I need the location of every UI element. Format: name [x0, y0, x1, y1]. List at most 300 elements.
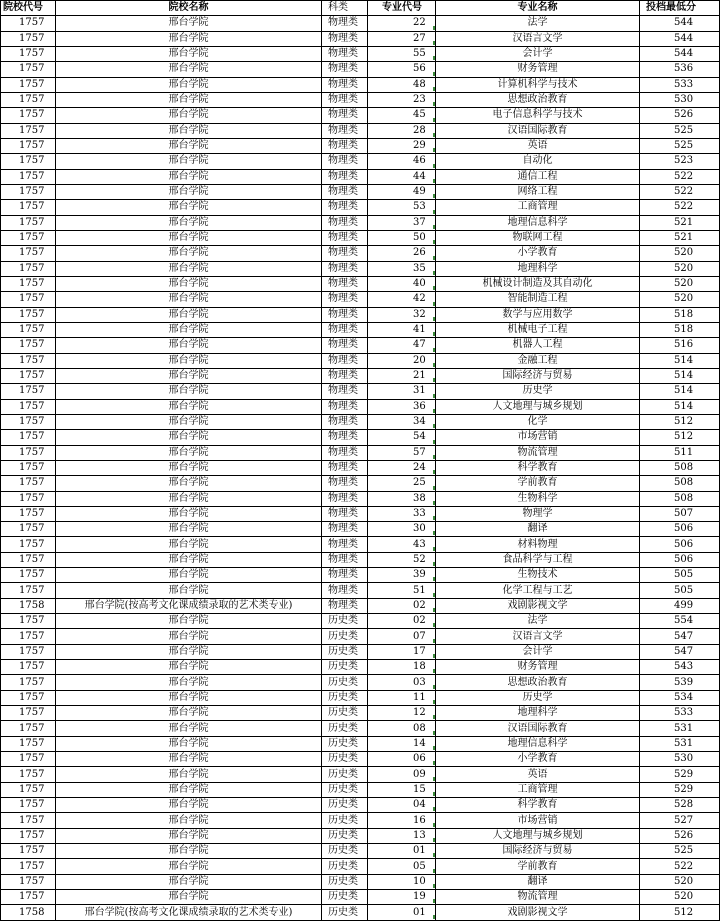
cell-category: 物理类 — [322, 307, 368, 322]
cell-school: 邢台学院 — [56, 460, 322, 475]
table-row — [1, 184, 720, 199]
cell-major-code: 29 — [368, 138, 436, 153]
cell-major-code: 11 — [368, 690, 436, 705]
cell-category: 物理类 — [322, 169, 368, 184]
cell-major-code: 57 — [368, 445, 436, 460]
cell-min-score: 507 — [640, 506, 720, 521]
cell-category: 物理类 — [322, 568, 368, 583]
cell-min-score: 520 — [640, 874, 720, 889]
cell-school: 邢台学院 — [56, 399, 322, 414]
table-row — [1, 31, 720, 46]
table-row — [1, 629, 720, 644]
cell-min-score: 508 — [640, 491, 720, 506]
cell-min-score: 512 — [640, 905, 720, 920]
cell-school: 邢台学院 — [56, 736, 322, 751]
table-row — [1, 384, 720, 399]
cell-code: 1757 — [1, 246, 56, 261]
cell-code: 1757 — [1, 261, 56, 276]
table-row — [1, 568, 720, 583]
cell-major-name: 机器人工程 — [436, 338, 640, 353]
cell-school: 邢台学院 — [56, 491, 322, 506]
cell-code: 1757 — [1, 660, 56, 675]
table-row — [1, 476, 720, 491]
cell-major-code: 14 — [368, 736, 436, 751]
cell-min-score: 526 — [640, 828, 720, 843]
cell-code: 1757 — [1, 138, 56, 153]
cell-category: 历史类 — [322, 629, 368, 644]
cell-code: 1757 — [1, 215, 56, 230]
cell-min-score: 539 — [640, 675, 720, 690]
cell-school: 邢台学院 — [56, 614, 322, 629]
cell-min-score: 512 — [640, 430, 720, 445]
cell-major-code: 04 — [368, 798, 436, 813]
cell-min-score: 544 — [640, 16, 720, 31]
cell-min-score: 543 — [640, 660, 720, 675]
cell-major-code: 35 — [368, 261, 436, 276]
cell-major-name: 翻译 — [436, 522, 640, 537]
cell-school: 邢台学院 — [56, 31, 322, 46]
cell-major-code: 39 — [368, 568, 436, 583]
header-min-score: 投档最低分 — [640, 1, 720, 16]
cell-code: 1757 — [1, 46, 56, 61]
cell-major-code: 38 — [368, 491, 436, 506]
cell-school: 邢台学院 — [56, 644, 322, 659]
cell-major-code: 36 — [368, 399, 436, 414]
cell-major-name: 戏剧影视文学 — [436, 598, 640, 613]
cell-major-name: 物流管理 — [436, 445, 640, 460]
cell-min-score: 512 — [640, 414, 720, 429]
cell-code: 1757 — [1, 414, 56, 429]
cell-major-name: 市场营销 — [436, 813, 640, 828]
cell-school: 邢台学院 — [56, 859, 322, 874]
table-row — [1, 874, 720, 889]
cell-major-name: 地理科学 — [436, 261, 640, 276]
cell-major-code: 01 — [368, 844, 436, 859]
cell-category: 物理类 — [322, 246, 368, 261]
cell-school: 邢台学院 — [56, 16, 322, 31]
cell-school: 邢台学院 — [56, 798, 322, 813]
cell-category: 物理类 — [322, 522, 368, 537]
cell-major-name: 国际经济与贸易 — [436, 368, 640, 383]
cell-major-code: 25 — [368, 476, 436, 491]
cell-min-score: 514 — [640, 353, 720, 368]
cell-category: 历史类 — [322, 752, 368, 767]
table-row — [1, 828, 720, 843]
table-row — [1, 767, 720, 782]
cell-major-code: 30 — [368, 522, 436, 537]
cell-major-code: 32 — [368, 307, 436, 322]
cell-major-name: 汉语国际教育 — [436, 123, 640, 138]
cell-category: 物理类 — [322, 261, 368, 276]
cell-code: 1757 — [1, 552, 56, 567]
cell-school: 邢台学院 — [56, 62, 322, 77]
cell-category: 物理类 — [322, 46, 368, 61]
table-row — [1, 690, 720, 705]
table-row — [1, 138, 720, 153]
cell-major-name: 历史学 — [436, 690, 640, 705]
table-row — [1, 537, 720, 552]
cell-major-name: 数学与应用数学 — [436, 307, 640, 322]
cell-major-code: 09 — [368, 767, 436, 782]
cell-major-code: 26 — [368, 246, 436, 261]
cell-school: 邢台学院 — [56, 430, 322, 445]
cell-category: 物理类 — [322, 154, 368, 169]
cell-major-name: 法学 — [436, 614, 640, 629]
cell-category: 历史类 — [322, 706, 368, 721]
cell-school: 邢台学院 — [56, 813, 322, 828]
cell-code: 1757 — [1, 491, 56, 506]
cell-major-name: 戏剧影视文学 — [436, 905, 640, 920]
cell-min-score: 529 — [640, 782, 720, 797]
cell-category: 物理类 — [322, 123, 368, 138]
cell-code: 1757 — [1, 123, 56, 138]
cell-major-code: 51 — [368, 583, 436, 598]
cell-major-code: 24 — [368, 460, 436, 475]
cell-code: 1757 — [1, 230, 56, 245]
cell-code: 1757 — [1, 706, 56, 721]
cell-major-name: 人文地理与城乡规划 — [436, 399, 640, 414]
cell-major-name: 国际经济与贸易 — [436, 844, 640, 859]
cell-major-name: 法学 — [436, 16, 640, 31]
cell-category: 物理类 — [322, 414, 368, 429]
table-row — [1, 46, 720, 61]
cell-code: 1757 — [1, 322, 56, 337]
cell-min-score: 508 — [640, 476, 720, 491]
cell-code: 1757 — [1, 62, 56, 77]
table-row — [1, 246, 720, 261]
cell-major-name: 地理信息科学 — [436, 736, 640, 751]
cell-category: 物理类 — [322, 276, 368, 291]
cell-min-score: 520 — [640, 292, 720, 307]
table-row — [1, 798, 720, 813]
cell-category: 历史类 — [322, 859, 368, 874]
cell-major-name: 汉语言文学 — [436, 629, 640, 644]
header-code: 院校代号 — [1, 1, 56, 16]
cell-school: 邢台学院 — [56, 292, 322, 307]
cell-min-score: 518 — [640, 322, 720, 337]
table-row — [1, 108, 720, 123]
cell-school: 邢台学院 — [56, 721, 322, 736]
cell-category: 历史类 — [322, 767, 368, 782]
cell-school: 邢台学院 — [56, 46, 322, 61]
cell-category: 物理类 — [322, 184, 368, 199]
cell-category: 历史类 — [322, 905, 368, 920]
cell-category: 历史类 — [322, 675, 368, 690]
cell-major-code: 48 — [368, 77, 436, 92]
cell-code: 1757 — [1, 813, 56, 828]
cell-major-name: 食品科学与工程 — [436, 552, 640, 567]
cell-category: 历史类 — [322, 828, 368, 843]
cell-major-name: 智能制造工程 — [436, 292, 640, 307]
cell-code: 1757 — [1, 184, 56, 199]
cell-code: 1758 — [1, 598, 56, 613]
cell-school: 邢台学院 — [56, 307, 322, 322]
cell-school: 邢台学院 — [56, 123, 322, 138]
cell-major-name: 机械设计制造及其自动化 — [436, 276, 640, 291]
cell-min-score: 514 — [640, 384, 720, 399]
cell-min-score: 533 — [640, 77, 720, 92]
table-row — [1, 491, 720, 506]
cell-min-score: 520 — [640, 890, 720, 905]
cell-min-score: 516 — [640, 338, 720, 353]
cell-code: 1757 — [1, 430, 56, 445]
cell-code: 1757 — [1, 890, 56, 905]
table-row — [1, 614, 720, 629]
cell-category: 物理类 — [322, 491, 368, 506]
cell-category: 物理类 — [322, 445, 368, 460]
cell-category: 物理类 — [322, 476, 368, 491]
cell-category: 物理类 — [322, 230, 368, 245]
cell-code: 1757 — [1, 583, 56, 598]
cell-school: 邢台学院 — [56, 414, 322, 429]
cell-min-score: 529 — [640, 767, 720, 782]
table-row — [1, 77, 720, 92]
table-row — [1, 399, 720, 414]
cell-category: 物理类 — [322, 384, 368, 399]
cell-school: 邢台学院 — [56, 629, 322, 644]
cell-code: 1757 — [1, 690, 56, 705]
cell-school: 邢台学院(按高考文化课成绩录取的艺术类专业) — [56, 598, 322, 613]
cell-major-code: 07 — [368, 629, 436, 644]
cell-code: 1757 — [1, 721, 56, 736]
cell-major-code: 28 — [368, 123, 436, 138]
table-row — [1, 16, 720, 31]
cell-code: 1757 — [1, 828, 56, 843]
cell-min-score: 522 — [640, 184, 720, 199]
table-row — [1, 644, 720, 659]
cell-category: 物理类 — [322, 537, 368, 552]
cell-category: 物理类 — [322, 583, 368, 598]
cell-major-code: 52 — [368, 552, 436, 567]
cell-school: 邢台学院 — [56, 384, 322, 399]
cell-school: 邢台学院 — [56, 752, 322, 767]
cell-min-score: 506 — [640, 522, 720, 537]
cell-min-score: 508 — [640, 460, 720, 475]
header-major-code: 专业代号 — [368, 1, 436, 16]
cell-code: 1757 — [1, 108, 56, 123]
cell-min-score: 520 — [640, 246, 720, 261]
cell-category: 物理类 — [322, 16, 368, 31]
cell-min-score: 533 — [640, 706, 720, 721]
cell-category: 物理类 — [322, 215, 368, 230]
cell-code: 1757 — [1, 338, 56, 353]
cell-major-code: 23 — [368, 92, 436, 107]
table-row — [1, 660, 720, 675]
cell-school: 邢台学院(按高考文化课成绩录取的艺术类专业) — [56, 905, 322, 920]
cell-code: 1757 — [1, 506, 56, 521]
cell-code: 1757 — [1, 31, 56, 46]
cell-code: 1757 — [1, 200, 56, 215]
table-row — [1, 844, 720, 859]
cell-code: 1757 — [1, 522, 56, 537]
cell-school: 邢台学院 — [56, 246, 322, 261]
cell-major-name: 会计学 — [436, 46, 640, 61]
cell-category: 历史类 — [322, 644, 368, 659]
cell-school: 邢台学院 — [56, 552, 322, 567]
cell-min-score: 522 — [640, 859, 720, 874]
cell-major-code: 43 — [368, 537, 436, 552]
cell-major-name: 自动化 — [436, 154, 640, 169]
cell-category: 历史类 — [322, 614, 368, 629]
cell-major-code: 05 — [368, 859, 436, 874]
cell-min-score: 499 — [640, 598, 720, 613]
cell-school: 邢台学院 — [56, 108, 322, 123]
cell-major-code: 53 — [368, 200, 436, 215]
cell-min-score: 505 — [640, 568, 720, 583]
cell-major-code: 46 — [368, 154, 436, 169]
cell-major-name: 学前教育 — [436, 476, 640, 491]
table-row — [1, 782, 720, 797]
cell-min-score: 525 — [640, 123, 720, 138]
cell-min-score: 536 — [640, 62, 720, 77]
table-row — [1, 905, 720, 920]
cell-school: 邢台学院 — [56, 890, 322, 905]
cell-code: 1757 — [1, 798, 56, 813]
cell-category: 物理类 — [322, 598, 368, 613]
cell-code: 1757 — [1, 307, 56, 322]
cell-school: 邢台学院 — [56, 690, 322, 705]
cell-major-name: 机械电子工程 — [436, 322, 640, 337]
cell-min-score: 544 — [640, 31, 720, 46]
cell-code: 1757 — [1, 368, 56, 383]
cell-major-name: 计算机科学与技术 — [436, 77, 640, 92]
cell-major-name: 思想政治教育 — [436, 92, 640, 107]
cell-major-code: 55 — [368, 46, 436, 61]
cell-code: 1757 — [1, 736, 56, 751]
cell-major-name: 英语 — [436, 138, 640, 153]
cell-school: 邢台学院 — [56, 92, 322, 107]
cell-category: 物理类 — [322, 31, 368, 46]
cell-major-name: 地理科学 — [436, 706, 640, 721]
cell-major-code: 19 — [368, 890, 436, 905]
table-row — [1, 200, 720, 215]
header-category: 科类 — [322, 1, 368, 16]
header-major-name: 专业名称 — [436, 1, 640, 16]
cell-category: 物理类 — [322, 399, 368, 414]
cell-category: 历史类 — [322, 874, 368, 889]
cell-category: 物理类 — [322, 108, 368, 123]
table-row — [1, 154, 720, 169]
cell-major-code: 56 — [368, 62, 436, 77]
cell-major-name: 化学 — [436, 414, 640, 429]
table-row — [1, 552, 720, 567]
cell-code: 1757 — [1, 292, 56, 307]
cell-major-name: 生物技术 — [436, 568, 640, 583]
cell-min-score: 544 — [640, 46, 720, 61]
table-row — [1, 338, 720, 353]
cell-major-name: 英语 — [436, 767, 640, 782]
cell-major-code: 20 — [368, 353, 436, 368]
cell-code: 1757 — [1, 752, 56, 767]
cell-school: 邢台学院 — [56, 169, 322, 184]
cell-code: 1757 — [1, 476, 56, 491]
table-row — [1, 736, 720, 751]
cell-major-code: 44 — [368, 169, 436, 184]
cell-category: 物理类 — [322, 138, 368, 153]
cell-min-score: 528 — [640, 798, 720, 813]
table-row — [1, 215, 720, 230]
cell-code: 1757 — [1, 77, 56, 92]
table-row — [1, 752, 720, 767]
cell-school: 邢台学院 — [56, 368, 322, 383]
cell-code: 1757 — [1, 16, 56, 31]
table-row — [1, 445, 720, 460]
table-row — [1, 368, 720, 383]
cell-min-score: 521 — [640, 215, 720, 230]
cell-code: 1758 — [1, 905, 56, 920]
cell-major-name: 学前教育 — [436, 859, 640, 874]
cell-min-score: 506 — [640, 552, 720, 567]
header-row — [1, 1, 720, 16]
cell-min-score: 506 — [640, 537, 720, 552]
cell-min-score: 518 — [640, 307, 720, 322]
cell-major-name: 电子信息科学与技术 — [436, 108, 640, 123]
cell-major-name: 材料物理 — [436, 537, 640, 552]
cell-school: 邢台学院 — [56, 583, 322, 598]
cell-school: 邢台学院 — [56, 706, 322, 721]
cell-min-score: 554 — [640, 614, 720, 629]
cell-major-code: 41 — [368, 322, 436, 337]
cell-min-score: 527 — [640, 813, 720, 828]
cell-major-name: 财务管理 — [436, 660, 640, 675]
cell-category: 历史类 — [322, 690, 368, 705]
cell-school: 邢台学院 — [56, 230, 322, 245]
table-row — [1, 430, 720, 445]
cell-min-score: 522 — [640, 169, 720, 184]
cell-school: 邢台学院 — [56, 338, 322, 353]
cell-major-code: 34 — [368, 414, 436, 429]
table-row — [1, 414, 720, 429]
cell-category: 物理类 — [322, 62, 368, 77]
cell-major-name: 会计学 — [436, 644, 640, 659]
cell-major-code: 18 — [368, 660, 436, 675]
cell-min-score: 530 — [640, 752, 720, 767]
table-row — [1, 353, 720, 368]
cell-min-score: 531 — [640, 736, 720, 751]
cell-min-score: 520 — [640, 261, 720, 276]
cell-school: 邢台学院 — [56, 675, 322, 690]
cell-code: 1757 — [1, 353, 56, 368]
cell-min-score: 520 — [640, 276, 720, 291]
cell-major-name: 历史学 — [436, 384, 640, 399]
cell-major-name: 生物科学 — [436, 491, 640, 506]
cell-category: 物理类 — [322, 353, 368, 368]
cell-code: 1757 — [1, 154, 56, 169]
cell-min-score: 514 — [640, 399, 720, 414]
cell-school: 邢台学院 — [56, 844, 322, 859]
cell-major-name: 市场营销 — [436, 430, 640, 445]
cell-major-name: 汉语言文学 — [436, 31, 640, 46]
table-row — [1, 230, 720, 245]
cell-major-name: 物联网工程 — [436, 230, 640, 245]
cell-school: 邢台学院 — [56, 215, 322, 230]
cell-code: 1757 — [1, 782, 56, 797]
table-row — [1, 292, 720, 307]
cell-category: 物理类 — [322, 460, 368, 475]
cell-school: 邢台学院 — [56, 537, 322, 552]
cell-category: 历史类 — [322, 798, 368, 813]
cell-category: 历史类 — [322, 660, 368, 675]
cell-major-name: 汉语国际教育 — [436, 721, 640, 736]
cell-code: 1757 — [1, 844, 56, 859]
cell-category: 物理类 — [322, 368, 368, 383]
cell-school: 邢台学院 — [56, 476, 322, 491]
cell-major-code: 02 — [368, 598, 436, 613]
cell-min-score: 505 — [640, 583, 720, 598]
cell-major-code: 40 — [368, 276, 436, 291]
cell-code: 1757 — [1, 568, 56, 583]
cell-major-name: 工商管理 — [436, 200, 640, 215]
